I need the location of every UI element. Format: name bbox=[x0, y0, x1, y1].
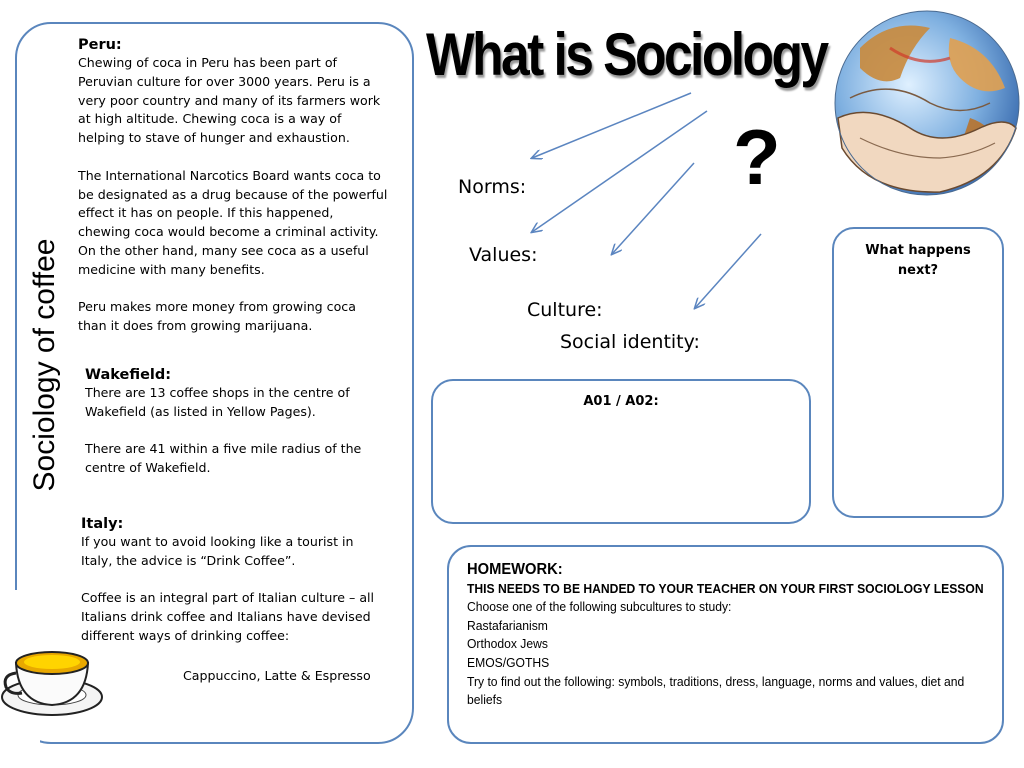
arrow-to-values bbox=[532, 111, 707, 232]
culture-label: Culture: bbox=[527, 299, 603, 321]
list-item: Orthodox Jews bbox=[467, 636, 548, 652]
italy-heading: Italy: bbox=[81, 516, 124, 532]
wakefield-heading: Wakefield: bbox=[85, 367, 172, 383]
homework-title: HOMEWORK: bbox=[467, 561, 563, 578]
arrow-to-social-identity bbox=[695, 234, 761, 308]
italy-paragraph-2: Coffee is an integral part of Italian culture – all Italians drink coffee and Italians have devised different ways of drinking coffee: bbox=[81, 590, 375, 643]
italy-paragraph-1: If you want to avoid looking like a tourist in Italy, the advice is “Drink Coffee”. bbox=[81, 534, 354, 568]
social-identity-label: Social identity: bbox=[560, 331, 700, 353]
norms-label: Norms: bbox=[458, 176, 527, 198]
homework-box bbox=[447, 545, 1004, 744]
homework-task: Try to find out the following: symbols, traditions, dress, language, norms and values, diet and beliefs bbox=[467, 673, 965, 708]
peru-paragraph-1: Chewing of coca in Peru has been part of Peruvian culture for over 3000 years. Peru is a very poor country and many of its farmers work at high altitude. Chewing coca is a way of helping to stave of hunger and exhaustion. bbox=[78, 55, 381, 146]
wakefield-paragraph-1: There are 13 coffee shops in the centre of Wakefield (as listed in Yellow Pages). bbox=[85, 385, 350, 419]
values-label: Values: bbox=[469, 244, 538, 266]
arrow-to-culture bbox=[612, 163, 694, 254]
coffee-types: Cappuccino, Latte & Espresso bbox=[183, 668, 371, 683]
ao-box-label: A01 / A02: bbox=[583, 394, 659, 409]
ao-box bbox=[431, 379, 811, 524]
homework-instruction: THIS NEEDS TO BE HANDED TO YOUR TEACHER ON YOUR FIRST SOCIOLOGY LESSON bbox=[467, 580, 984, 596]
peru-paragraph-2: The International Narcotics Board wants coca to be designated as a drug because of the powerful effect it has on people. If this happened, chewing coca would become a criminal activity. On the other hand, many see coca as a useful medicine with many benefits. bbox=[78, 167, 388, 277]
subculture-list bbox=[467, 617, 987, 673]
wakefield-paragraph-2: There are 41 within a five mile radius of the centre of Wakefield. bbox=[85, 441, 362, 476]
list-item: Rastafarianism bbox=[467, 617, 548, 633]
peru-heading: Peru: bbox=[78, 37, 122, 53]
sidebar-title: Sociology of coffee bbox=[28, 238, 61, 492]
list-item: EMOS/GOTHS bbox=[467, 654, 550, 670]
what-happens-next-label: What happens next? bbox=[865, 243, 971, 278]
page-title: What is Sociology bbox=[426, 21, 827, 88]
peru-paragraph-3: Peru makes more money from growing coca than it does from growing marijuana. bbox=[78, 299, 356, 334]
question-mark: ? bbox=[733, 113, 781, 201]
arrow-to-norms bbox=[532, 93, 691, 158]
homework-choose: Choose one of the following subcultures to study: bbox=[467, 599, 732, 615]
what-happens-next-box bbox=[832, 227, 1004, 518]
